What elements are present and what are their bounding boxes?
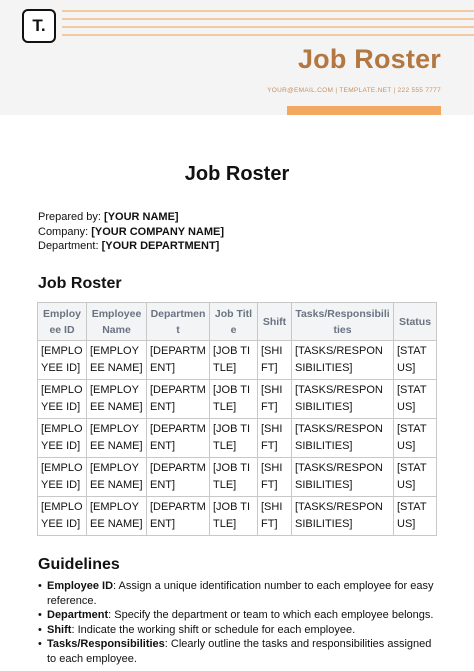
table-cell: [SHIFT] bbox=[258, 419, 292, 458]
table-cell: [STATUS] bbox=[394, 458, 437, 497]
list-item bbox=[38, 623, 438, 638]
guideline-text: : Specify the department or team to which each employee belongs. bbox=[108, 609, 434, 621]
meta-value: [YOUR NAME] bbox=[104, 211, 179, 223]
meta-label: Prepared by: bbox=[38, 211, 101, 223]
table-cell: [JOB TITLE] bbox=[210, 458, 258, 497]
guideline-term: Employee ID bbox=[47, 580, 114, 592]
column-header: Job Title bbox=[210, 303, 258, 341]
table-cell: [DEPARTMENT] bbox=[147, 341, 210, 380]
page-header bbox=[0, 0, 474, 115]
table-cell: [TASKS/RESPONSIBILITIES] bbox=[292, 458, 394, 497]
table-cell: [SHIFT] bbox=[258, 458, 292, 497]
table-cell: [DEPARTMENT] bbox=[147, 380, 210, 419]
meta-label: Company: bbox=[38, 225, 89, 238]
column-header: Employee ID bbox=[38, 303, 87, 341]
table-cell: [STATUS] bbox=[394, 341, 437, 380]
table-cell: [STATUS] bbox=[394, 497, 437, 536]
table-cell: [STATUS] bbox=[394, 419, 437, 458]
table-row bbox=[38, 380, 437, 419]
list-item bbox=[38, 579, 438, 608]
table-cell: [TASKS/RESPONSIBILITIES] bbox=[292, 419, 394, 458]
header-stripe bbox=[62, 18, 474, 20]
header-stripe bbox=[62, 26, 474, 28]
guideline-term: Tasks/Responsibilities bbox=[47, 638, 165, 650]
table-cell: [EMPLOYEE ID] bbox=[38, 341, 87, 380]
table-row bbox=[38, 458, 437, 497]
column-header: Department bbox=[147, 303, 210, 341]
column-header: Employee Name bbox=[87, 303, 147, 341]
guideline-term: Department bbox=[47, 609, 109, 621]
meta-prepared-by bbox=[38, 210, 224, 225]
table-cell: [DEPARTMENT] bbox=[147, 458, 210, 497]
table-cell: [EMPLOYEE NAME] bbox=[87, 419, 147, 458]
header-accent-bar bbox=[287, 106, 441, 115]
table-cell: [JOB TITLE] bbox=[210, 419, 258, 458]
column-header: Status bbox=[394, 303, 437, 341]
table-cell: [TASKS/RESPONSIBILITIES] bbox=[292, 341, 394, 380]
table-cell: [EMPLOYEE ID] bbox=[38, 380, 87, 419]
meta-label: Department: bbox=[38, 240, 99, 252]
guideline-text: : Indicate the working shift or schedule for each employee. bbox=[71, 623, 356, 636]
table-cell: [SHIFT] bbox=[258, 497, 292, 536]
table-cell: [EMPLOYEE ID] bbox=[38, 497, 87, 536]
table-cell: [STATUS] bbox=[394, 380, 437, 419]
table-row bbox=[38, 497, 437, 536]
table-cell: [JOB TITLE] bbox=[210, 497, 258, 536]
meta-value: [YOUR COMPANY NAME] bbox=[91, 225, 225, 238]
table-cell: [EMPLOYEE NAME] bbox=[87, 380, 147, 419]
guidelines-list bbox=[38, 579, 438, 666]
column-header: Shift bbox=[258, 303, 292, 341]
guideline-term: Shift bbox=[47, 623, 72, 636]
meta-company bbox=[38, 225, 224, 240]
document-title: Job Roster bbox=[184, 163, 290, 185]
table-cell: [EMPLOYEE NAME] bbox=[87, 458, 147, 497]
table-cell: [TASKS/RESPONSIBILITIES] bbox=[292, 497, 394, 536]
roster-table bbox=[37, 302, 437, 536]
column-header: Tasks/Responsibilities bbox=[292, 303, 394, 341]
table-cell: [EMPLOYEE ID] bbox=[38, 458, 87, 497]
header-stripe bbox=[62, 10, 474, 12]
meta-department bbox=[38, 239, 224, 254]
header-title: Job Roster bbox=[297, 44, 441, 74]
table-cell: [SHIFT] bbox=[258, 341, 292, 380]
guidelines-heading: Guidelines bbox=[38, 556, 120, 573]
table-cell: [JOB TITLE] bbox=[210, 380, 258, 419]
header-contact: YOUR@EMAIL.COM | TEMPLATE.NET | 222 555 7777 bbox=[267, 87, 441, 94]
list-item bbox=[38, 608, 438, 623]
table-cell: [TASKS/RESPONSIBILITIES] bbox=[292, 380, 394, 419]
document-meta bbox=[38, 210, 224, 254]
template-logo: T. bbox=[22, 9, 56, 43]
table-cell: [JOB TITLE] bbox=[210, 341, 258, 380]
header-stripe bbox=[62, 34, 474, 36]
table-row bbox=[38, 419, 437, 458]
table-cell: [DEPARTMENT] bbox=[147, 419, 210, 458]
table-cell: [EMPLOYEE NAME] bbox=[87, 497, 147, 536]
table-cell: [SHIFT] bbox=[258, 380, 292, 419]
table-cell: [DEPARTMENT] bbox=[147, 497, 210, 536]
table-cell: [EMPLOYEE NAME] bbox=[87, 341, 147, 380]
roster-heading: Job Roster bbox=[38, 275, 122, 292]
guideline-text: : Assign a unique identification number to each employee for easy reference. bbox=[47, 580, 434, 607]
list-item bbox=[38, 637, 438, 666]
table-cell: [EMPLOYEE ID] bbox=[38, 419, 87, 458]
table-header-row bbox=[38, 303, 437, 341]
guideline-text: : Clearly outline the tasks and responsibilities assigned to each employee. bbox=[47, 638, 432, 665]
meta-value: [YOUR DEPARTMENT] bbox=[101, 240, 220, 252]
table-row bbox=[38, 341, 437, 380]
